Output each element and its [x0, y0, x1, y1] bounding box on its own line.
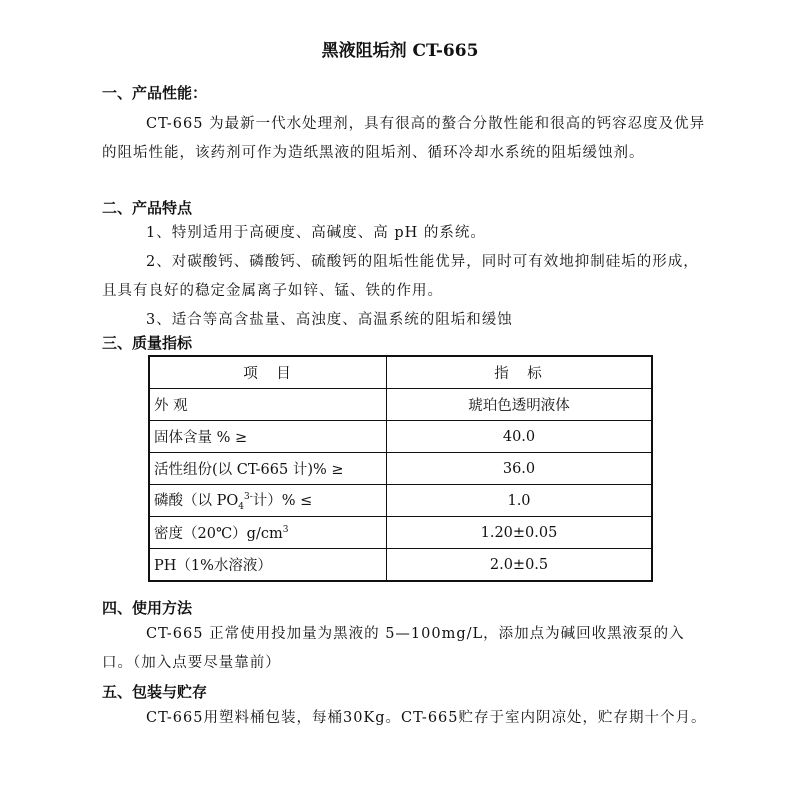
row-ph-label: PH（1%水溶液）: [149, 549, 387, 582]
section-5-body: CT-665用塑料桶包装，每桶30Kg。CT-665贮存于室内阴凉处，贮存期十个月。: [146, 710, 707, 726]
row-density-label: [149, 517, 387, 549]
table-row: [149, 389, 652, 421]
po4-subscript: 4: [238, 501, 244, 512]
row-ph-value: 2.0±0.5: [387, 549, 653, 582]
phosphoric-label-tail: 计）% ≤: [252, 493, 313, 510]
table-header-row: [149, 356, 652, 389]
row-density-value: 1.20±0.05: [387, 517, 653, 549]
row-active-component-value: 36.0: [387, 453, 653, 485]
section-5-heading: 五、包装与贮存: [102, 683, 208, 701]
row-appearance-value: 琥珀色透明液体: [387, 389, 653, 421]
density-label-text: 密度（20℃）g/cm: [154, 526, 283, 542]
feature-item-1: 1、特别适用于高硬度、高碱度、高 pH 的系统。: [146, 225, 486, 241]
section-3-heading: 三、质量指标: [102, 334, 193, 352]
cm3-superscript: 3: [282, 525, 289, 536]
section-2-heading: 二、产品特点: [102, 199, 193, 217]
table-row: [149, 549, 652, 582]
table-row: [149, 517, 652, 549]
section-1-body: CT-665 为最新一代水处理剂，具有很高的螯合分散性能和很高的钙容忍度及优异的阻垢性能，该药剂可作为造纸黑液的阻垢剂、循环冷却水系统的阻垢缓蚀剂。: [102, 116, 706, 161]
section-4-body: CT-665 正常使用投加量为黑液的 5—100mg/L，添加点为碱回收黑液泵的入口。（加入点要尽量靠前）: [102, 626, 685, 671]
feature-item-3: 3、适合等高含盐量、高浊度、高温系统的阻垢和缓蚀: [146, 312, 513, 328]
row-phosphoric-acid-label: [149, 485, 387, 517]
row-phosphoric-acid-value: 1.0: [387, 485, 653, 517]
quality-spec-table: [148, 355, 653, 582]
row-solid-content-label: 固体含量 % ≥: [149, 421, 387, 453]
row-active-component-label: 活性组份(以 CT-665 计)% ≥: [149, 453, 387, 485]
feature-item-2: 2、对碳酸钙、磷酸钙、硫酸钙的阻垢性能优异，同时可有效地抑制硅垢的形成，且具有良好的稳定金属离子如锌、锰、铁的作用。: [102, 254, 699, 299]
row-solid-content-value: 40.0: [387, 421, 653, 453]
section-4-heading: 四、使用方法: [102, 599, 193, 617]
table-row: [149, 421, 652, 453]
phosphoric-label-text: 磷酸（以 PO: [154, 493, 239, 510]
row-appearance-label: 外 观: [149, 389, 387, 421]
document-title: 黑液阻垢剂 CT-665: [321, 41, 479, 61]
po4-superscript: 3-: [244, 492, 253, 503]
table-row: [149, 485, 652, 517]
header-spec: 指 标: [387, 356, 653, 389]
header-item: 项 目: [149, 356, 387, 389]
table-row: [149, 453, 652, 485]
section-1-heading: 一、产品性能：: [102, 84, 208, 102]
